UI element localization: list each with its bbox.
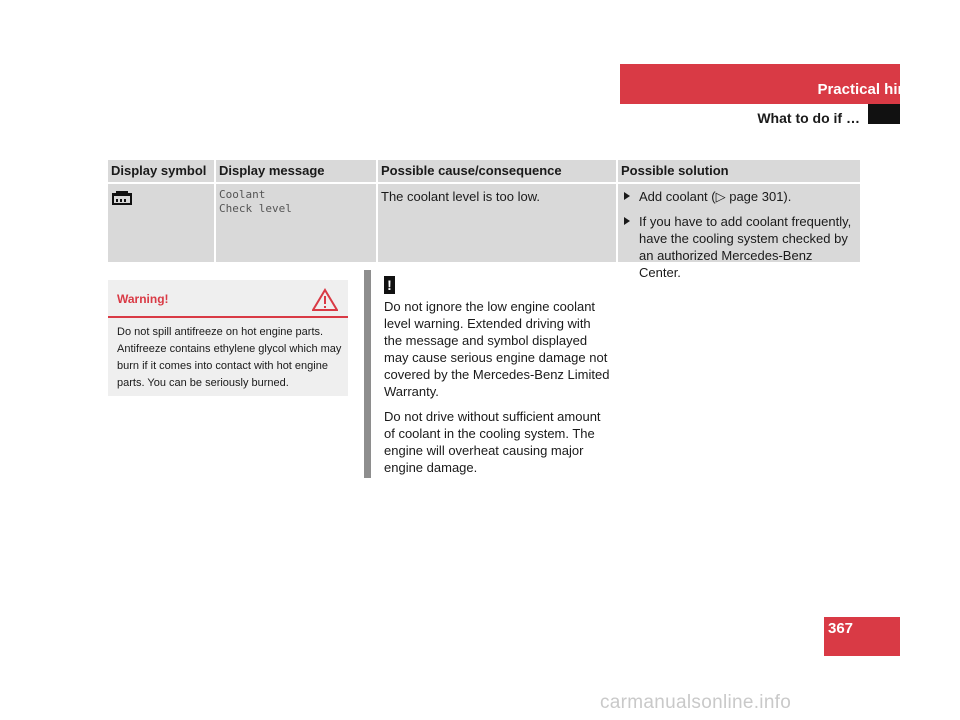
table-header-message: Display message [214, 160, 376, 182]
solution-item [621, 188, 856, 205]
header-tab-marker [868, 104, 900, 124]
warning-triangle-icon [312, 288, 338, 312]
table-header-symbol: Display symbol [108, 160, 214, 182]
caution-paragraph: Do not drive without sufficient amount of coolant in the cooling system. The engine will overheat causing major engine damage. [384, 409, 601, 475]
display-message-text: Coolant Check level [219, 188, 292, 215]
solution-text: Add coolant (▷ page 301). [639, 189, 792, 204]
table-header-solution: Possible solution [616, 160, 860, 182]
coolant-level-icon [111, 190, 133, 206]
cause-text: The coolant level is too low. [381, 189, 540, 204]
caution-paragraph: Do not ignore the low engine coolant level warning. Extended driving with the message and symbol displayed may cause serious engine damage not covered by the Mercedes-Benz Limited Warranty. [384, 299, 610, 399]
caution-icon: ! [384, 276, 395, 294]
warning-text: Do not spill antifreeze on hot engine parts. Antifreeze contains ethylene glycol which may burn if it comes into contact with hot engine parts. You can be seriously burned. [117, 326, 342, 389]
solution-item [621, 213, 856, 281]
warning-title: Warning! [117, 292, 169, 306]
caution-note [384, 298, 610, 484]
bullet-arrow-icon [624, 217, 630, 225]
table-cell-message [214, 182, 376, 262]
note-side-bar [364, 270, 371, 478]
table-cell-cause [376, 182, 616, 262]
section-subtitle: What to do if … [757, 110, 860, 126]
bullet-arrow-icon [624, 192, 630, 200]
page-number: 367 [828, 620, 854, 637]
section-title: Practical hints [817, 81, 920, 98]
solution-text: If you have to add coolant frequently, have the cooling system checked by an authorized Mercedes-Benz Center. [639, 214, 852, 280]
table-cell-solution [616, 182, 860, 280]
watermark: carmanualsonline.info [600, 692, 792, 713]
table-header-cause: Possible cause/consequence [376, 160, 616, 182]
warning-box [108, 280, 348, 396]
table-cell-symbol [108, 182, 214, 262]
warning-header [108, 280, 348, 318]
